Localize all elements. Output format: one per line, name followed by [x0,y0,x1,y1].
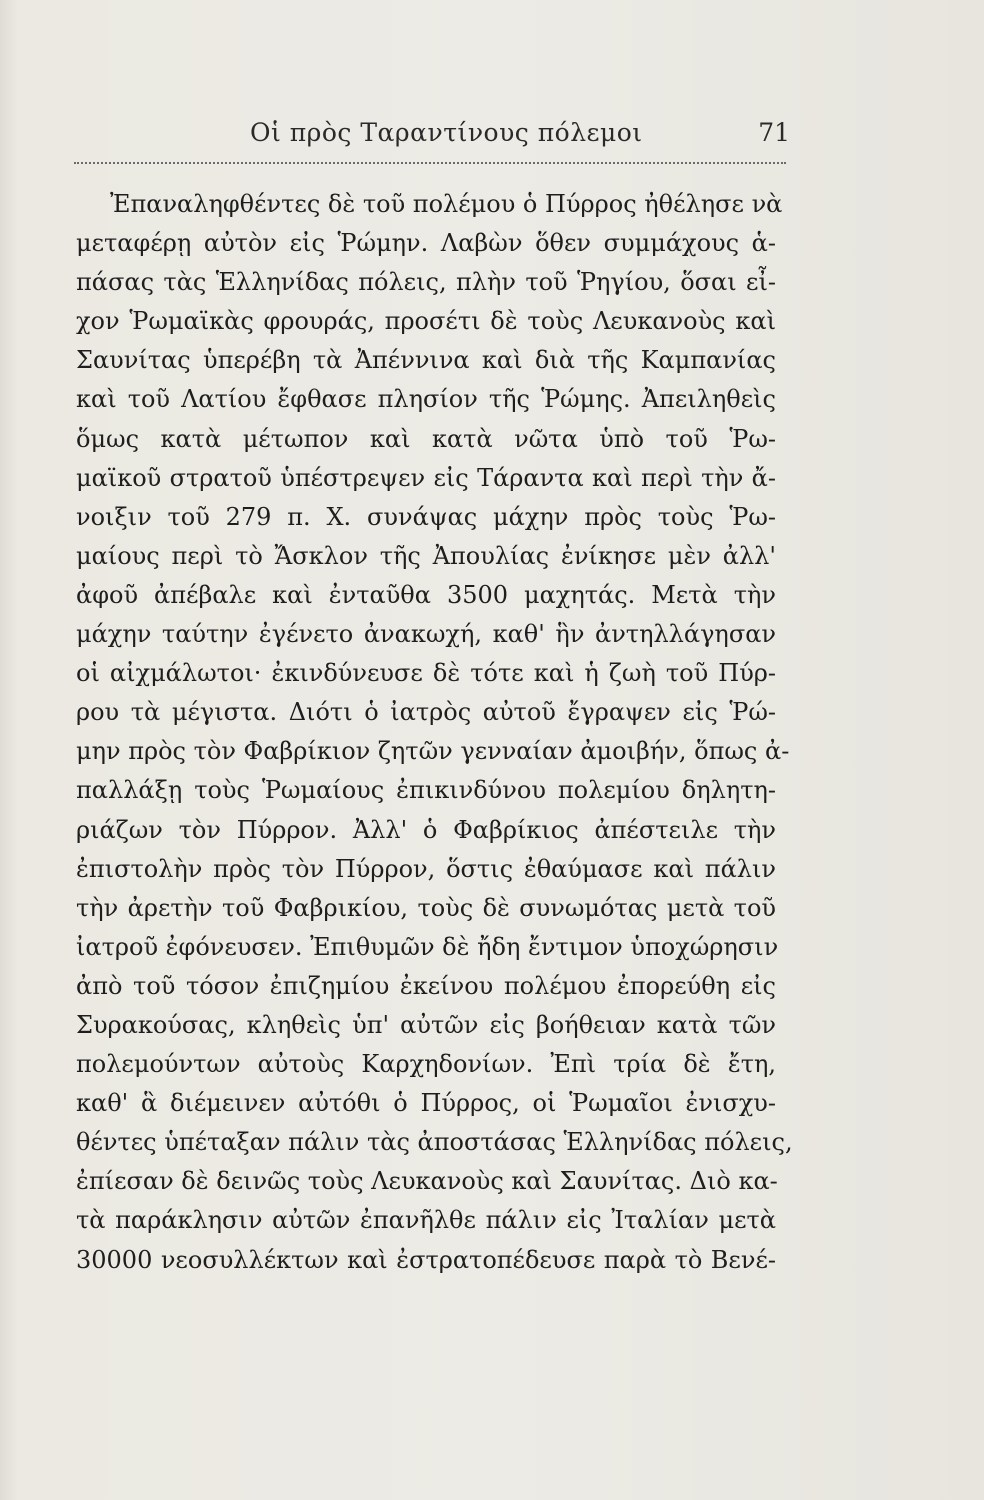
text-line: οἱ αἰχμάλωτοι· ἐκινδύνευσε δὲ τότε καὶ ἡ ζωὴ τοῦ Πύρ- [76,659,776,688]
text-line: μάχην ταύτην ἐγένετο ἀνακωχή, καθ' ἣν ἀντηλλάγησαν [76,620,776,649]
text-line: τὰ παράκλησιν αὐτῶν ἐπανῆλθε πάλιν εἰς Ἰταλίαν μετὰ [76,1206,776,1235]
text-line: ριάζων τὸν Πύρρον. Ἀλλ' ὁ Φαβρίκιος ἀπέστειλε τὴν [76,815,776,844]
body-paragraph [76,185,793,1280]
text-line: Ἐπαναληφθέντες δὲ τοῦ πολέμου ὁ Πύρρος ἠθέλησε νὰ [110,190,783,218]
text-line: καθ' ἃ διέμεινεν αὐτόθι ὁ Πύρρος, οἱ Ῥωμαῖοι ἐνισχυ- [76,1089,776,1118]
text-line: χον Ῥωμαϊκὰς φρουράς, προσέτι δὲ τοὺς Λευκανοὺς καὶ [76,307,776,336]
text-line: καὶ τοῦ Λατίου ἔφθασε πλησίον τῆς Ῥώμης. Ἀπειληθεὶς [76,385,776,414]
text-line: θέντες ὑπέταξαν πάλιν τὰς ἀποστάσας Ἑλληνίδας πόλεις, [76,1128,793,1157]
text-line: τὴν ἀρετὴν τοῦ Φαβρικίου, τοὺς δὲ συνωμότας μετὰ τοῦ [76,893,776,922]
text-line: μην πρὸς τὸν Φαβρίκιον ζητῶν γενναίαν ἀμοιβήν, ὅπως ἀ- [76,737,790,766]
text-line: πάσας τὰς Ἑλληνίδας πόλεις, πλὴν τοῦ Ῥηγίου, ὅσαι εἶ- [76,268,776,297]
text-line: Συρακούσας, κληθεὶς ὑπ' αὐτῶν εἰς βοήθειαν κατὰ τῶν [76,1010,776,1039]
text-line: ἀπὸ τοῦ τόσον ἐπιζημίου ἐκείνου πολέμου ἐπορεύθη εἰς [76,971,776,1000]
text-line: ἰατροῦ ἐφόνευσεν. Ἐπιθυμῶν δὲ ἤδη ἔντιμον ὑποχώρησιν [76,932,779,961]
text-line: 30000 νεοσυλλέκτων καὶ ἐστρατοπέδευσε παρὰ τὸ Βενέ- [76,1245,776,1274]
header-dotted-rule [74,162,786,164]
text-line: Σαυνίτας ὑπερέβη τὰ Ἀπέννινα καὶ διὰ τῆς Καμπανίας [76,346,776,375]
text-line: παλλάξῃ τοὺς Ῥωμαίους ἐπικινδύνου πολεμίου δηλητη- [76,776,776,805]
text-line: μεταφέρῃ αὐτὸν εἰς Ῥώμην. Λαβὼν ὅθεν συμμάχους ἁ- [76,229,776,258]
text-line: ἐπιστολὴν πρὸς τὸν Πύρρον, ὅστις ἐθαύμασε καὶ πάλιν [76,854,776,883]
text-line: νοιξιν τοῦ 279 π. Χ. συνάψας μάχην πρὸς τοὺς Ῥω- [76,502,776,531]
text-line: μαϊκοῦ στρατοῦ ὑπέστρεψεν εἰς Τάραντα καὶ περὶ τὴν ἄ- [76,463,776,492]
page-number: 71 [758,118,790,147]
text-line: ρου τὰ μέγιστα. Διότι ὁ ἰατρὸς αὐτοῦ ἔγραψεν εἰς Ῥώ- [76,698,776,727]
running-head-title: Οἱ πρὸς Ταραντίνους πόλεμοι [250,118,643,147]
text-line: πολεμούντων αὐτοὺς Καρχηδονίων. Ἐπὶ τρία δὲ ἔτη, [76,1050,776,1079]
text-line: ὅμως κατὰ μέτωπον καὶ κατὰ νῶτα ὑπὸ τοῦ Ῥω- [76,424,776,453]
text-line: ἀφοῦ ἀπέβαλε καὶ ἐνταῦθα 3500 μαχητάς. Μετὰ τὴν [76,580,776,609]
text-line: μαίους περὶ τὸ Ἄσκλον τῆς Ἀπουλίας ἐνίκησε μὲν ἀλλ' [76,541,776,570]
text-line: ἐπίεσαν δὲ δεινῶς τοὺς Λευκανοὺς καὶ Σαυνίτας. Διὸ κα- [76,1167,778,1196]
running-head [60,118,790,158]
